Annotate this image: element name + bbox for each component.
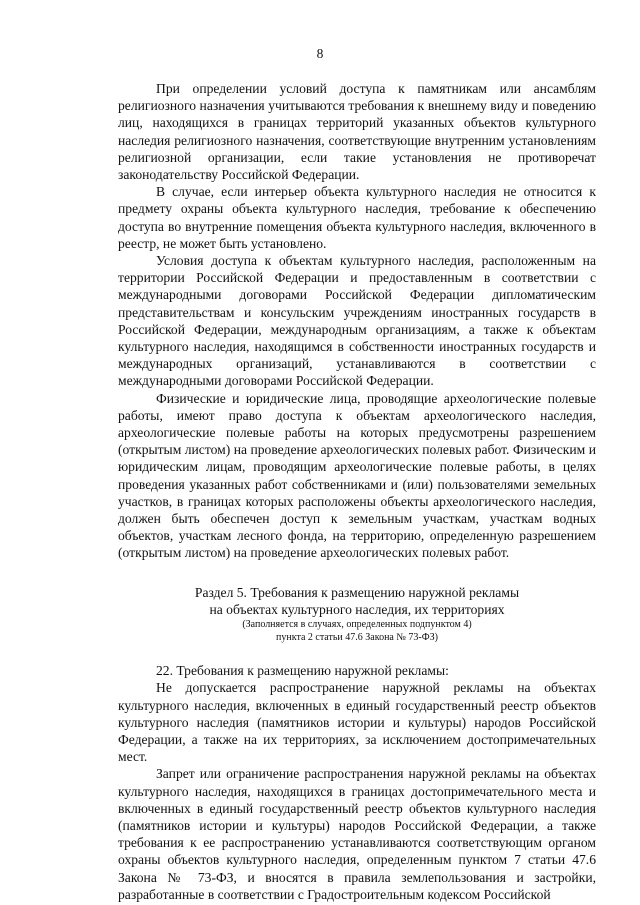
paragraph-interior-access: В случае, если интерьер объекта культурного наследия не относится к предмету охраны объекта культурного наследия, требование к обеспечению доступа во внутренние помещения объекта культурного наследия, включенного в реестр, не может быть установлено. — [118, 184, 596, 251]
paragraph-ad-restriction: Запрет или ограничение распространения наружной рекламы на объектах культурного наследия, находящихся в границах достопримечательного места и включенных в единый государственный реестр объектов культурного наследия (памятников истории и культуры) народов Российской Федерации, а также требования к ее распространению устанавливаются соответствующим органом охраны объектов культурного наследия, определенным пунктом 7 статьи 47.6 Закона № 73-ФЗ, и вносятся в правила землепользования и застройки, разработанные в соответствии с Градостроительным кодексом Российской — [118, 766, 596, 902]
paragraph-foreign-access: Условия доступа к объектам культурного наследия, расположенным на территории Российской Федерации и предоставленным в соответствии с международными договорами Российской Федерации дипломатическим представительствам и консульским учреждениям иностранных государств в Российской Федерации, международным организациям, а также к объектам культурного наследия, находящимся в собственности иностранных государств и международных организаций, устанавливаются в соответствии с международными договорами Российской Федерации. — [118, 253, 596, 389]
paragraph-archaeology-access: Физические и юридические лица, проводящие археологические полевые работы, имеют право доступа к объектам археологического наследия, археологические полевые работы на которых предусмотрены разрешением (открытым листом) на проведение археологических полевых работ. Физическим и юридическим лицам, проводящим археологические полевые работы, в целях проведения указанных работ собственниками и (или) пользователями земельных участков, в границах которых расположены объекты археологического наследия, должен быть обеспечен доступ к земельным участкам, участкам водных объектов, участкам лесного фонда, на территорию, определенную разрешением (открытым листом) на проведение археологических полевых работ. — [118, 390, 596, 561]
document-body — [118, 80, 596, 903]
page-number: 8 — [316, 46, 324, 61]
section-5-heading — [118, 584, 596, 644]
paragraph-ad-prohibition: Не допускается распространение наружной рекламы на объектах культурного наследия, включенных в единый государственный реестр объектов культурного наследия (памятников истории и культуры) народов Российской Федерации, а также на их территориях, за исключением достопримечательных мест. — [118, 680, 596, 765]
spacer — [118, 644, 596, 662]
paragraph-item-22: 22. Требования к размещению наружной рекламы: — [156, 663, 449, 679]
section-note-line-1: (Заполняется в случаях, определенных подпунктом 4) — [242, 619, 472, 631]
section-title-line-1: Раздел 5. Требования к размещению наружной рекламы — [194, 584, 520, 600]
section-note-line-2: пункта 2 статьи 47.6 Закона № 73-ФЗ) — [276, 632, 438, 644]
section-title-line-2: на объектах культурного наследия, их территориях — [209, 601, 505, 617]
paragraph-religious-access: При определении условий доступа к памятникам или ансамблям религиозного назначения учитываются требования к внешнему виду и поведению лиц, находящихся в границах территорий указанных объектов культурного наследия религиозного назначения, соответствующие внутренним установлениям религиозной организации, если такие установления не противоречат законодательству Российской Федерации. — [118, 81, 596, 183]
